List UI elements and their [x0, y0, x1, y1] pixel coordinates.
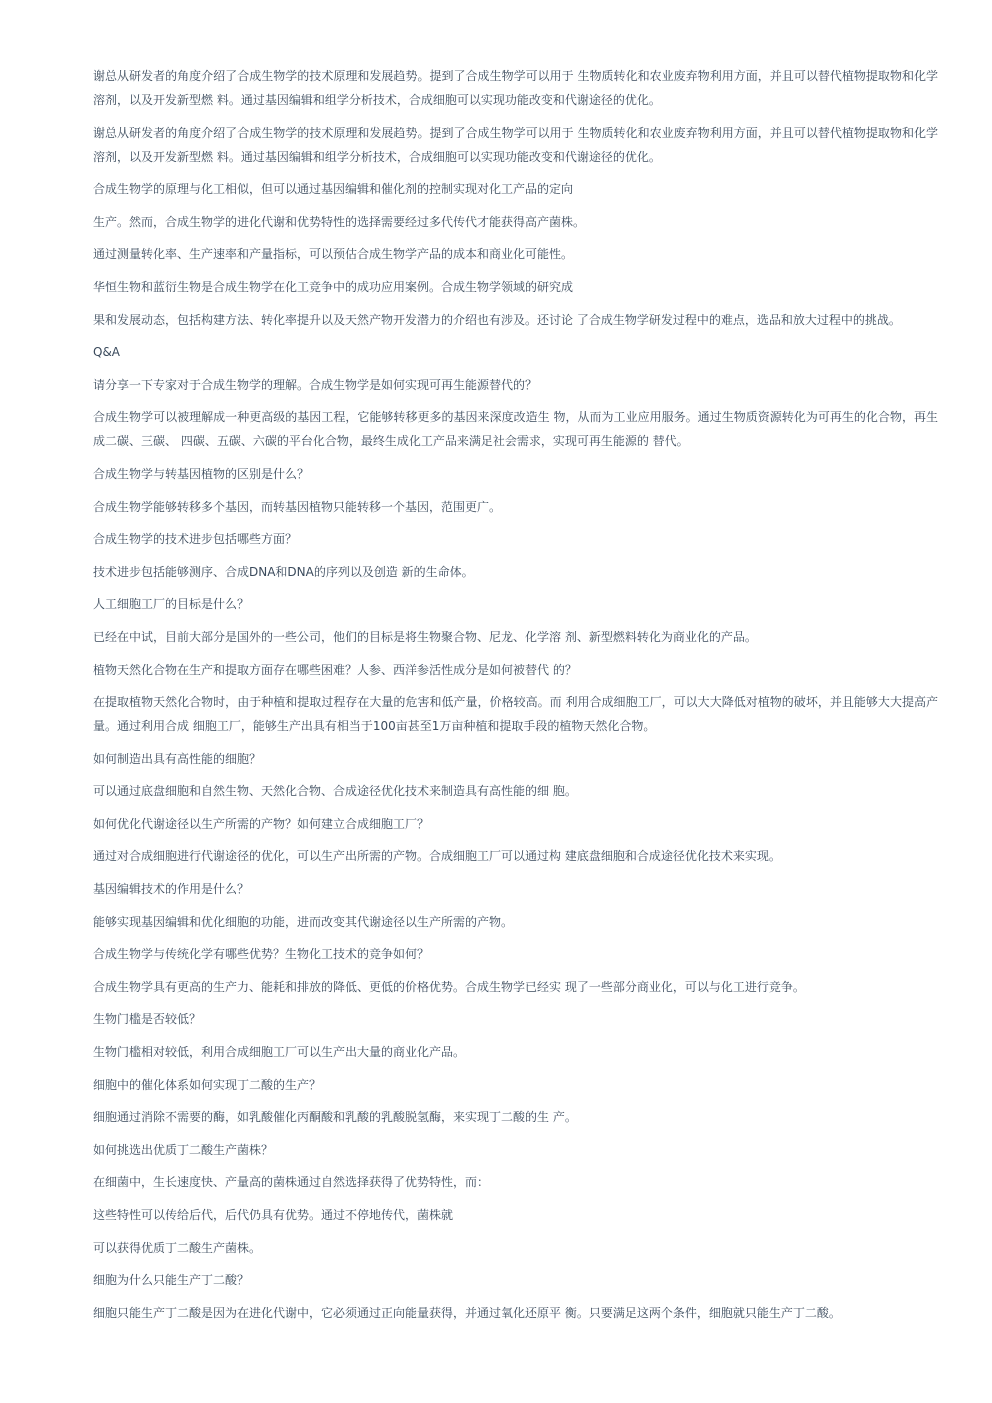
answer: 技术进步包括能够测序、合成DNA和DNA的序列以及创造 新的生命体。	[93, 564, 474, 579]
question: 如何挑选出优质丁二酸生产菌株？	[93, 1142, 274, 1157]
question: 植物天然化合物在生产和提取方面存在哪些困难？人参、西洋参活性成分是如何被替代 的？	[93, 662, 577, 677]
qa-heading: Q&A	[93, 345, 121, 360]
paragraph-production: 生产。然而，合成生物学的进化代谢和优势特性的选择需要经过多代传代才能获得高产菌株。	[93, 214, 586, 229]
paragraph-research: 果和发展动态，包括构建方法、转化率提升以及天然产物开发潜力的介绍也有涉及。还讨论 了合成生物学研发过程中的难点，选品和放大过程中的挑战。	[93, 312, 901, 327]
question: 生物门槛是否较低？	[93, 1012, 202, 1027]
answer: 合成生物学可以被理解成一种更高级的基因工程，它能够转移更多的基因来深度改造生 物，从而为工业应用服务。通过生物质资源转化为可再生的化合物，再生成二碳、三碳、 四碳、五碳、六碳的平台化合物，最终生成化工产品来满足社会需求，实现可再生能源的 替代。	[93, 410, 938, 449]
question: 如何优化代谢途径以生产所需的产物？如何建立合成细胞工厂？	[93, 816, 430, 831]
paragraph-cases: 华恒生物和蓝衍生物是合成生物学在化工竞争中的成功应用案例。合成生物学领域的研究成	[93, 279, 574, 294]
answer-continued: 可以获得优质丁二酸生产菌株。	[93, 1240, 262, 1255]
answer: 生物门槛相对较低，利用合成细胞工厂可以生产出大量的商业化产品。	[93, 1045, 466, 1060]
question: 细胞为什么只能生产丁二酸？	[93, 1273, 250, 1288]
document-body	[93, 64, 938, 1325]
answer: 在提取植物天然化合物时，由于种植和提取过程存在大量的危害和低产量，价格较高。而 利用合成细胞工厂，可以大大降低对植物的破坏，并且能够大大提高产量。通过利用合成 细胞工厂，能够生产出具有相当于100亩甚至1万亩种植和提取手段的植物天然化合物。	[93, 695, 938, 734]
answer: 可以通过底盘细胞和自然生物、天然化合物、合成途径优化技术来制造具有高性能的细 胞。	[93, 784, 577, 799]
question: 人工细胞工厂的目标是什么？	[93, 597, 250, 612]
question: 细胞中的催化体系如何实现丁二酸的生产？	[93, 1077, 322, 1092]
answer-continued: 这些特性可以传给后代，后代仍具有优势。通过不停地传代，菌株就	[93, 1208, 454, 1222]
paragraph-principle: 合成生物学的原理与化工相似，但可以通过基因编辑和催化剂的控制实现对化工产品的定向	[93, 182, 574, 197]
question: 如何制造出具有高性能的细胞？	[93, 751, 262, 766]
question: 合成生物学的技术进步包括哪些方面？	[93, 532, 298, 547]
answer: 能够实现基因编辑和优化细胞的功能，进而改变其代谢途径以生产所需的产物。	[93, 914, 514, 929]
answer: 合成生物学能够转移多个基因，而转基因植物只能转移一个基因，范围更广。	[93, 499, 502, 514]
answer: 合成生物学具有更高的生产力、能耗和排放的降低、更低的价格优势。合成生物学已经实 现了一些部分商业化，可以与化工进行竞争。	[93, 979, 805, 994]
answer: 细胞通过消除不需要的酶，如乳酸催化丙酮酸和乳酸的乳酸脱氢酶，来实现丁二酸的生 产。	[93, 1110, 577, 1125]
answer: 通过对合成细胞进行代谢途径的优化，可以生产出所需的产物。合成细胞工厂可以通过构 建底盘细胞和合成途径优化技术来实现。	[93, 849, 781, 864]
paragraph-intro-2: 谢总从研发者的角度介绍了合成生物学的技术原理和发展趋势。提到了合成生物学可以用于 生物质转化和农业废弃物利用方面，并且可以替代植物提取物和化学溶剂，以及开发新型燃 料。通过基因编辑和组学分析技术，合成细胞可以实现功能改变和代谢途径的优化。	[93, 125, 938, 164]
answer: 已经在中试，目前大部分是国外的一些公司，他们的目标是将生物聚合物、尼龙、化学溶 剂、新型燃料转化为商业化的产品。	[93, 629, 757, 644]
question: 基因编辑技术的作用是什么？	[93, 882, 250, 897]
question: 请分享一下专家对于合成生物学的理解。合成生物学是如何实现可再生能源替代的？	[93, 377, 538, 392]
paragraph-metrics: 通过测量转化率、生产速率和产量指标，可以预估合成生物学产品的成本和商业化可能性。	[93, 247, 574, 262]
question: 合成生物学与传统化学有哪些优势？生物化工技术的竞争如何？	[93, 947, 430, 962]
answer: 在细菌中，生长速度快、产量高的菌株通过自然选择获得了优势特性，而：	[93, 1175, 490, 1190]
question: 合成生物学与转基因植物的区别是什么？	[93, 466, 310, 481]
answer: 细胞只能生产丁二酸是因为在进化代谢中，它必须通过正向能量获得，并通过氧化还原平 衡。只要满足这两个条件，细胞就只能生产丁二酸。	[93, 1305, 841, 1320]
paragraph-intro-1: 谢总从研发者的角度介绍了合成生物学的技术原理和发展趋势。提到了合成生物学可以用于 生物质转化和农业废弃物利用方面，并且可以替代植物提取物和化学溶剂，以及开发新型燃 料。通过基因编辑和组学分析技术，合成细胞可以实现功能改变和代谢途径的优化。	[93, 69, 938, 107]
